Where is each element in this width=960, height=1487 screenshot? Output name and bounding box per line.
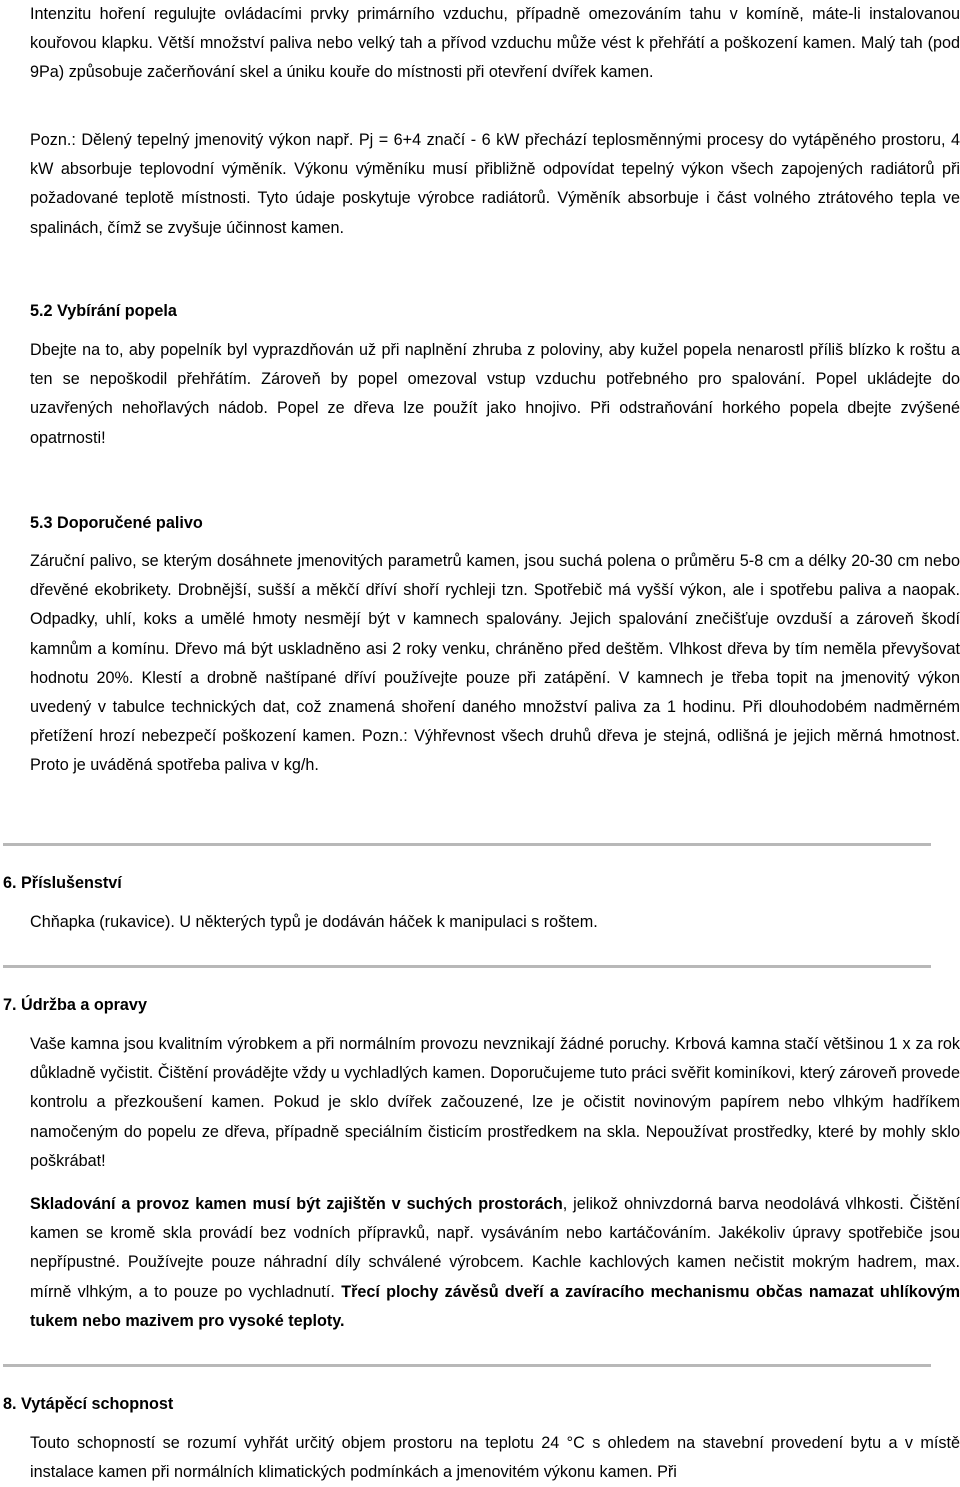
heading-accessories: 6. Příslušenství	[3, 874, 122, 892]
lubrication-bold-note: Třecí plochy závěsů dveří a zavíracího mechanismu občas namazat uhlíkovým tukem nebo mazivem pro vysoké teploty.	[30, 1282, 960, 1330]
section-divider	[3, 843, 931, 846]
heading-heating-capacity: 8. Vytápěcí schopnost	[3, 1395, 174, 1413]
section-divider	[3, 965, 931, 968]
maintenance-paragraph-cleaning: Vaše kamna jsou kvalitním výrobkem a při normálním provozu nevznikají žádné poruchy. Krbová kamna stačí většinou 1 x za rok důkladně vyčistit. Čištění provádějte vždy u vychladlých kamen. Doporučujeme tuto práci svěřit kominíkovi, který zároveň provede kontrolu a přezkoušení kamen. Pokud je sklo dvířek začouzené, lze je očistit novinovým papírem nebo vlhkým hadříkem namočeným do popelu ze dřeva, případně speciálním čisticím prostředkem na skla. Nepoužívat prostředky, které by mohly sklo poškrábat!	[30, 1035, 960, 1170]
heading-maintenance: 7. Údržba a opravy	[3, 996, 147, 1014]
recommended-fuel-paragraph: Záruční palivo, se kterým dosáhnete jmenovitých parametrů kamen, jsou suchá polena o průměru 5-8 cm a délky 20-30 cm nebo dřevěné ekobrikety. Drobnější, sušší a měkčí dříví shoří rychleji tzn. Spotřebič má vyšší výkon, ale i spotřebu paliva a naopak. Odpadky, uhlí, koks a umělé hmoty nesmějí být v kamnech spalovány. Jejich spalování znečišťuje ovzduší a zároveň škodí kamnům a komínu. Dřevo má být uskladněno asi 2 roky venku, chráněno před deštěm. Vlhkost dřeva by tím neměla převyšovat hodnotu 20%. Klestí a drobně naštípané dříví používejte pouze při zatápění. V kamnech je třeba topit na jmenovitý výkon uvedený v tabulce technických dat, což znamená shoření daného množství paliva za 1 hodinu. Při dlouhodobém nadměrném přetížení hrozí nebezpečí poškození kamen. Pozn.: Výhřevnost všech druhů dřeva je stejná, odlišná je jejich měrná hmotnost. Proto je uváděná spotřeba paliva v kg/h.	[30, 552, 960, 775]
ash-removal-paragraph: Dbejte na to, aby popelník byl vyprazdňován už při naplnění zhruba z poloviny, aby kužel popela nenarostl příliš blízko k roštu a ten se nepoškodil přehřátím. Zároveň by popel omezoval vstup vzduchu potřebného pro spalování. Popel ukládejte do uzavřených nehořlavých nádob. Popel ze dřeva lze použít jako hnojivo. Při odstraňování horkého popela dbejte zvýšené opatrnosti!	[30, 341, 960, 447]
heading-ash-removal: 5.2 Vybírání popela	[30, 302, 177, 320]
intro-paragraph-combustion: Intenzitu hoření regulujte ovládacími prvky primárního vzduchu, případně omezováním tahu v komíně, máte-li instalovanou kouřovou klapku. Větší množství paliva nebo velký tah a přívod vzduchu může vést k přehřátí a poškození kamen. Malý tah (pod 9Pa) způsobuje začerňování skel a úniku kouře do místnosti při otevření dvířek kamen.	[30, 5, 960, 82]
heating-capacity-paragraph: Touto schopností se rozumí vyhřát určitý objem prostoru na teplotu 24 °C s ohledem na stavební provedení bytu a v místě instalace kamen při normálních klimatických podmínkách a jmenovitém výkonu kamen. Při	[30, 1434, 960, 1482]
heading-recommended-fuel: 5.3 Doporučené palivo	[30, 514, 203, 532]
storage-bold-lead: Skladování a provoz kamen musí být zajištěn v suchých prostorách	[30, 1195, 563, 1213]
accessories-paragraph: Chňapka (rukavice). U některých typů je dodáván háček k manipulaci s roštem.	[30, 913, 598, 931]
storage-body-text: , jelikož ohnivzdorná barva neodolává vlhkosti. Čištění kamen se kromě skla provádí bez vodních přípravků, např. vysáváním nebo kartáčováním. Jakékoliv úpravy spotřebiče jsou nepřípustné. Používejte pouze náhradní díly schválené výrobcem. Kachle kachlových kamen nečistit mokrým hadrem, max. mírně vlhkým, a to pouze po vychladnutí.	[30, 1195, 960, 1301]
intro-paragraph-note: Pozn.: Dělený tepelný jmenovitý výkon např. Pj = 6+4 značí - 6 kW přechází teplosměnnými procesy do vytápěného prostoru, 4 kW absorbuje teplovodní výměník. Výkonu výměníku musí přibližně odpovídat tepelný výkon všech zapojených radiátorů při požadované teplotě místnosti. Tyto údaje poskytuje výrobce radiátorů. Výměník absorbuje i část volného ztrátového tepla ve spalinách, čímž se zvyšuje účinnost kamen.	[30, 131, 960, 237]
maintenance-paragraph-storage	[30, 1190, 960, 1336]
section-divider	[3, 1364, 931, 1367]
